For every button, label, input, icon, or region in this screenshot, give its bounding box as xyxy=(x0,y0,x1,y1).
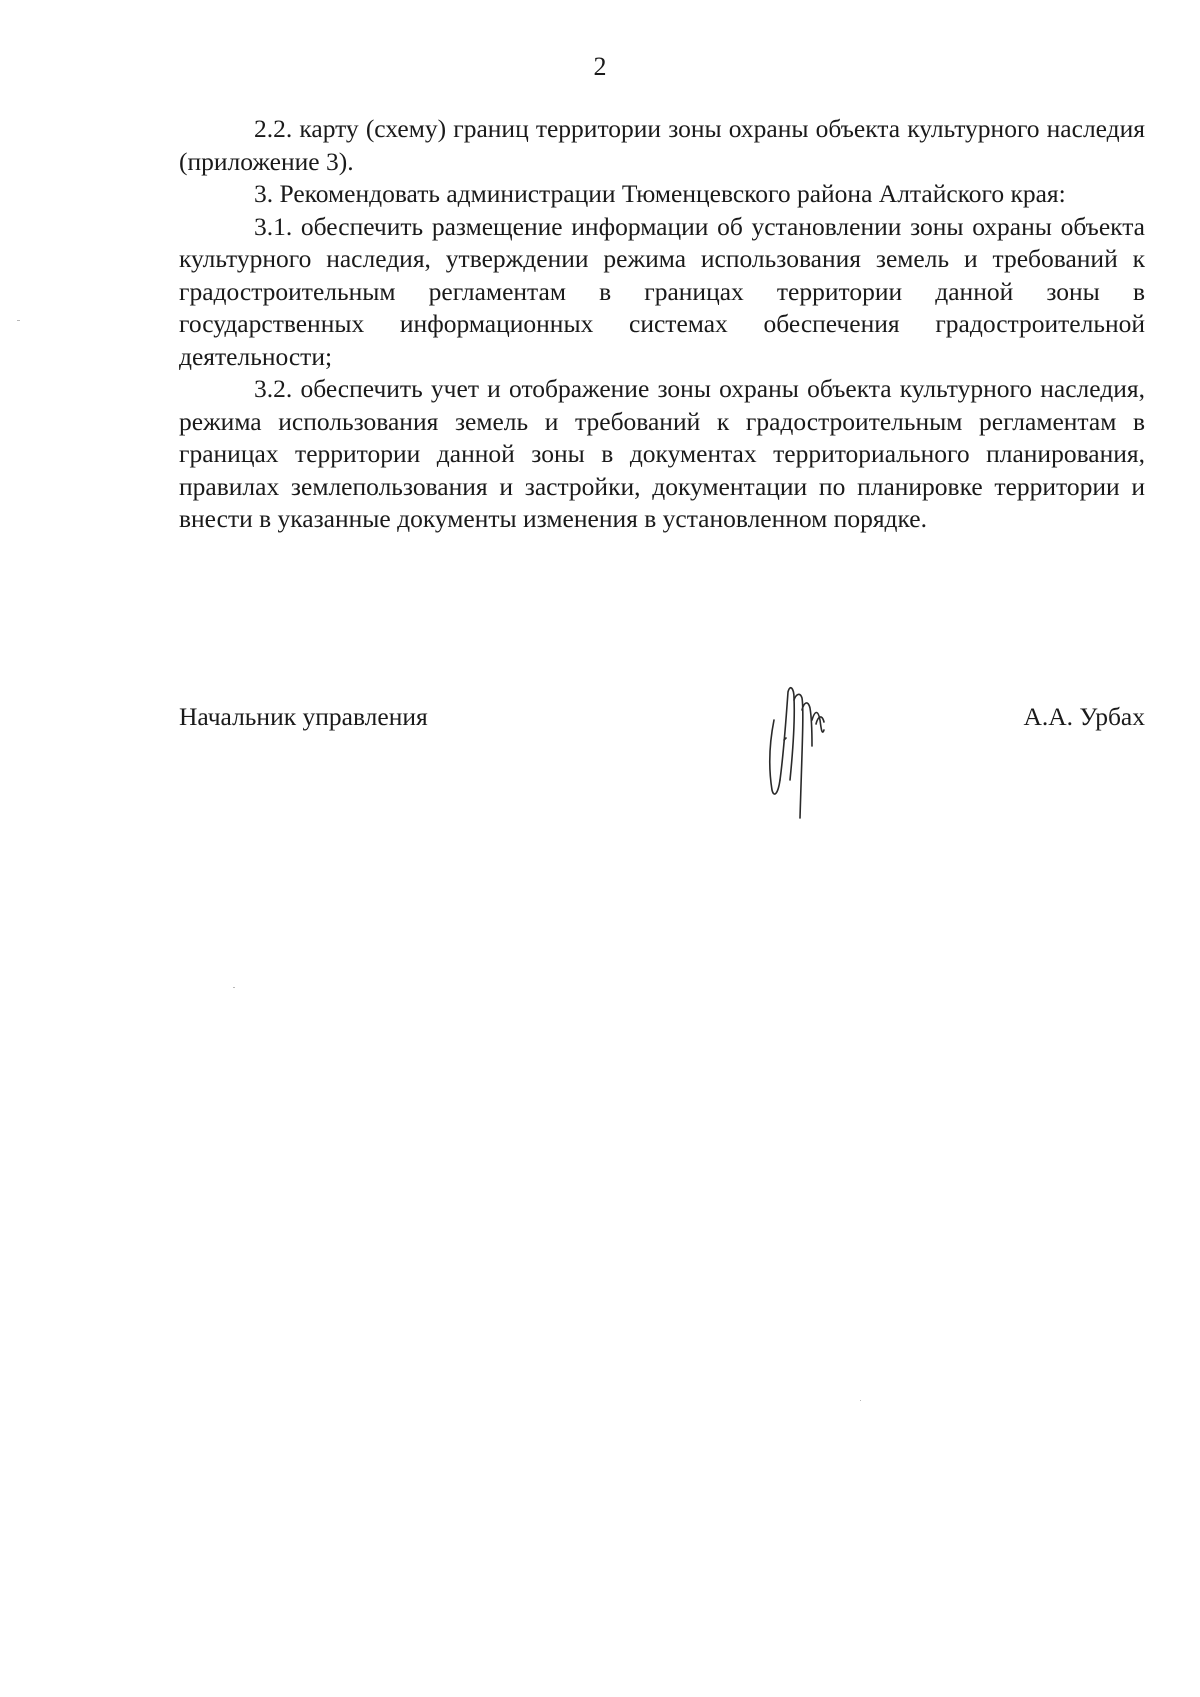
handwritten-signature xyxy=(760,680,860,820)
page-number: 2 xyxy=(593,52,607,81)
paragraph-3-2: 3.2. обеспечить учет и отображение зоны охраны объекта культурного наследия, режима использования земель и требований к градостроительным регламентам в границах территории данной зоны в документах территориального планирования, правилах землепользования и застройки, документации по планировке территории и внести в указанные документы изменения в установленном порядке. xyxy=(179,374,1145,533)
scan-artifact xyxy=(17,320,20,321)
scan-artifact xyxy=(860,1400,861,1401)
paragraph-3-1: 3.1. обеспечить размещение информации об установлении зоны охраны объекта культурного наследия, утверждении режима использования земель и требований к градостроительным регламентам в границах территории данной зоны в государственных информационных системах обеспечения градостроительной деятельности; xyxy=(179,211,1145,371)
scan-artifact xyxy=(233,987,235,988)
paragraph-2-2: 2.2. карту (схему) границ территории зоны охраны объекта культурного наследия (приложение 3). xyxy=(179,114,1145,176)
signer-title: Начальник управления xyxy=(179,702,428,731)
paragraph-3: 3. Рекомендовать администрации Тюменцевского района Алтайского края: xyxy=(254,179,1066,208)
signature-block xyxy=(179,693,1145,733)
document-body xyxy=(179,113,1145,536)
signer-name: А.А. Урбах xyxy=(1023,702,1145,731)
